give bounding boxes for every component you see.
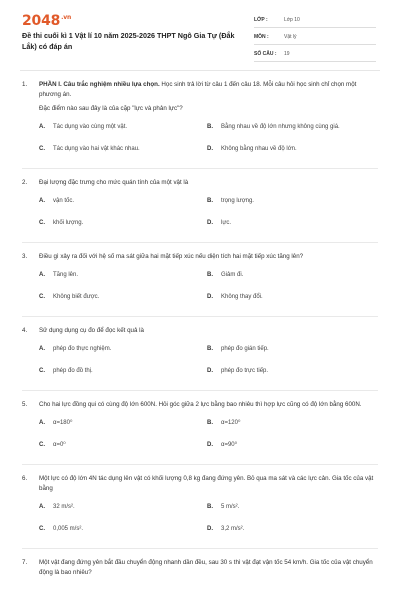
meta-row-class xyxy=(254,13,376,28)
option-text: Bằng nhau về độ lớn nhưng không cùng giá. xyxy=(221,123,340,130)
option-letter: A. xyxy=(39,271,45,278)
exam-title: Đề thi cuối kì 1 Vật lí 10 năm 2025-2026 THPT Ngô Gia Tự (Đắk Lắk) có đáp án xyxy=(22,31,235,51)
question-7 xyxy=(22,558,378,578)
option-letter: D. xyxy=(207,441,213,448)
option-letter: D. xyxy=(207,293,213,300)
options xyxy=(22,194,378,238)
question-2 xyxy=(22,178,378,238)
option-text: α=90⁰ xyxy=(221,441,238,448)
question-5 xyxy=(22,400,378,460)
question-divider xyxy=(22,168,378,169)
option-text: lực. xyxy=(221,219,232,226)
option-letter: A. xyxy=(39,345,45,352)
option-c[interactable] xyxy=(39,216,207,230)
option-text: Không biết được. xyxy=(53,293,100,300)
section-title: PHẦN I. Câu trắc nghiệm nhiều lựa chọn. xyxy=(39,81,160,88)
question-number: 1. xyxy=(22,81,28,88)
meta-value: Vật lý xyxy=(284,34,297,40)
option-d[interactable] xyxy=(207,290,375,304)
logo-text: 2048 xyxy=(22,13,61,29)
option-text: vận tốc. xyxy=(53,197,75,204)
question-text: Đại lượng đặc trưng cho mức quán tính của một vật là xyxy=(39,179,189,186)
option-b[interactable] xyxy=(207,342,375,356)
option-text: α=120⁰ xyxy=(221,419,241,426)
option-text: phép đo gián tiếp. xyxy=(221,345,269,352)
option-b[interactable] xyxy=(207,416,375,430)
question-list xyxy=(22,80,378,578)
option-b[interactable] xyxy=(207,268,375,282)
option-text: 32 m/s². xyxy=(53,503,75,510)
option-letter: C. xyxy=(39,525,45,532)
meta-row-count xyxy=(254,47,376,62)
option-text: phép đo trực tiếp. xyxy=(221,367,269,374)
meta-value: Lớp 10 xyxy=(284,17,300,23)
option-c[interactable] xyxy=(39,142,207,156)
options xyxy=(22,500,378,544)
meta-label: MÔN : xyxy=(254,34,269,40)
question-divider xyxy=(22,548,378,549)
option-letter: A. xyxy=(39,503,45,510)
option-letter: D. xyxy=(207,145,213,152)
option-text: phép đo đồ thị. xyxy=(53,367,93,374)
question-text: Đặc điểm nào sau đây là của cặp "lực và phản lực"? xyxy=(39,105,183,112)
option-a[interactable] xyxy=(39,268,207,282)
logo-suffix: .vn xyxy=(61,14,72,22)
page-header xyxy=(0,0,400,66)
option-letter: D. xyxy=(207,525,213,532)
question-6 xyxy=(22,474,378,544)
option-letter: C. xyxy=(39,219,45,226)
option-text: 0,005 m/s². xyxy=(53,525,84,532)
option-letter: C. xyxy=(39,367,45,374)
option-letter: B. xyxy=(207,503,213,510)
options xyxy=(22,342,378,386)
option-letter: C. xyxy=(39,441,45,448)
section-intro xyxy=(39,80,378,100)
option-text: Không bằng nhau về độ lớn. xyxy=(221,145,297,152)
option-text: Giảm đi. xyxy=(221,271,244,278)
meta-label: LỚP : xyxy=(254,17,268,23)
option-text: Tăng lên. xyxy=(53,271,79,278)
option-letter: B. xyxy=(207,197,213,204)
option-letter: B. xyxy=(207,271,213,278)
question-number: 4. xyxy=(22,327,28,334)
question-number: 6. xyxy=(22,475,28,482)
question-number: 5. xyxy=(22,401,28,408)
question-text: Cho hai lực đồng qui có cùng độ lớn 600N. Hỏi góc giữa 2 lực bằng bao nhiêu thì hợp lực cũng có độ lớn bằng 600N. xyxy=(39,401,362,408)
option-letter: D. xyxy=(207,367,213,374)
option-b[interactable] xyxy=(207,194,375,208)
options xyxy=(22,268,378,312)
option-letter: A. xyxy=(39,197,45,204)
option-text: Tác dụng vào hai vật khác nhau. xyxy=(53,145,140,152)
option-text: α=0⁰ xyxy=(53,441,66,448)
option-d[interactable] xyxy=(207,142,375,156)
question-text: Một lực có độ lớn 4N tác dụng lên vật có khối lượng 0,8 kg đang đứng yên. Bỏ qua ma sát và các lực cản. Gia tốc của vật bằng xyxy=(39,475,374,492)
meta-row-subject xyxy=(254,30,376,45)
option-text: Không thay đổi. xyxy=(221,293,263,300)
question-divider xyxy=(22,464,378,465)
option-text: trọng lượng. xyxy=(221,197,254,204)
exam-meta xyxy=(254,13,376,64)
question-text: Sử dụng dụng cụ đo để đọc kết quả là xyxy=(39,327,144,334)
option-text: phép đo thực nghiệm. xyxy=(53,345,112,352)
option-letter: C. xyxy=(39,293,45,300)
question-4 xyxy=(22,326,378,386)
option-letter: A. xyxy=(39,123,45,130)
option-b[interactable] xyxy=(207,500,375,514)
option-letter: A. xyxy=(39,419,45,426)
option-d[interactable] xyxy=(207,216,375,230)
header-divider xyxy=(20,70,380,71)
option-c[interactable] xyxy=(39,438,207,452)
option-letter: B. xyxy=(207,419,213,426)
question-divider xyxy=(22,390,378,391)
question-divider xyxy=(22,242,378,243)
option-a[interactable] xyxy=(39,416,207,430)
question-text: Điều gì xảy ra đối với hệ số ma sát giữa hai mặt tiếp xúc nếu diện tích hai mặt tiếp xúc tăng lên? xyxy=(39,253,304,260)
option-text: khối lượng. xyxy=(53,219,84,226)
option-a[interactable] xyxy=(39,194,207,208)
question-number: 7. xyxy=(22,559,28,566)
option-d[interactable] xyxy=(207,438,375,452)
question-number: 3. xyxy=(22,253,28,260)
section-instructions: Học sinh trả lời từ câu 1 đến câu 18. Mỗi câu hỏi học sinh chỉ chọn một phương án. xyxy=(39,81,357,98)
option-c[interactable] xyxy=(39,290,207,304)
option-a[interactable] xyxy=(39,342,207,356)
question-divider xyxy=(22,316,378,317)
meta-label: SỐ CÂU : xyxy=(254,51,277,57)
option-text: 5 m/s². xyxy=(221,503,240,510)
option-b[interactable] xyxy=(207,120,375,134)
question-text: Một vật đang đứng yên bắt đầu chuyển động nhanh dần đều, sau 30 s thì vật đạt vận tốc 54 km/h. Gia tốc của vật chuyển động là bao nhiêu? xyxy=(39,559,373,576)
option-letter: B. xyxy=(207,345,213,352)
option-text: 3,2 m/s². xyxy=(221,525,245,532)
meta-value: 19 xyxy=(284,51,290,57)
option-d[interactable] xyxy=(207,364,375,378)
options xyxy=(22,120,378,164)
option-c[interactable] xyxy=(39,522,207,536)
site-logo[interactable] xyxy=(22,13,71,29)
question-1 xyxy=(22,80,378,164)
option-text: Tác dụng vào cùng một vật. xyxy=(53,123,128,130)
options xyxy=(22,416,378,460)
option-letter: D. xyxy=(207,219,213,226)
option-c[interactable] xyxy=(39,364,207,378)
option-letter: C. xyxy=(39,145,45,152)
option-text: α=180⁰ xyxy=(53,419,73,426)
option-letter: B. xyxy=(207,123,213,130)
option-d[interactable] xyxy=(207,522,375,536)
option-a[interactable] xyxy=(39,120,207,134)
question-number: 2. xyxy=(22,179,28,186)
option-a[interactable] xyxy=(39,500,207,514)
question-3 xyxy=(22,252,378,312)
